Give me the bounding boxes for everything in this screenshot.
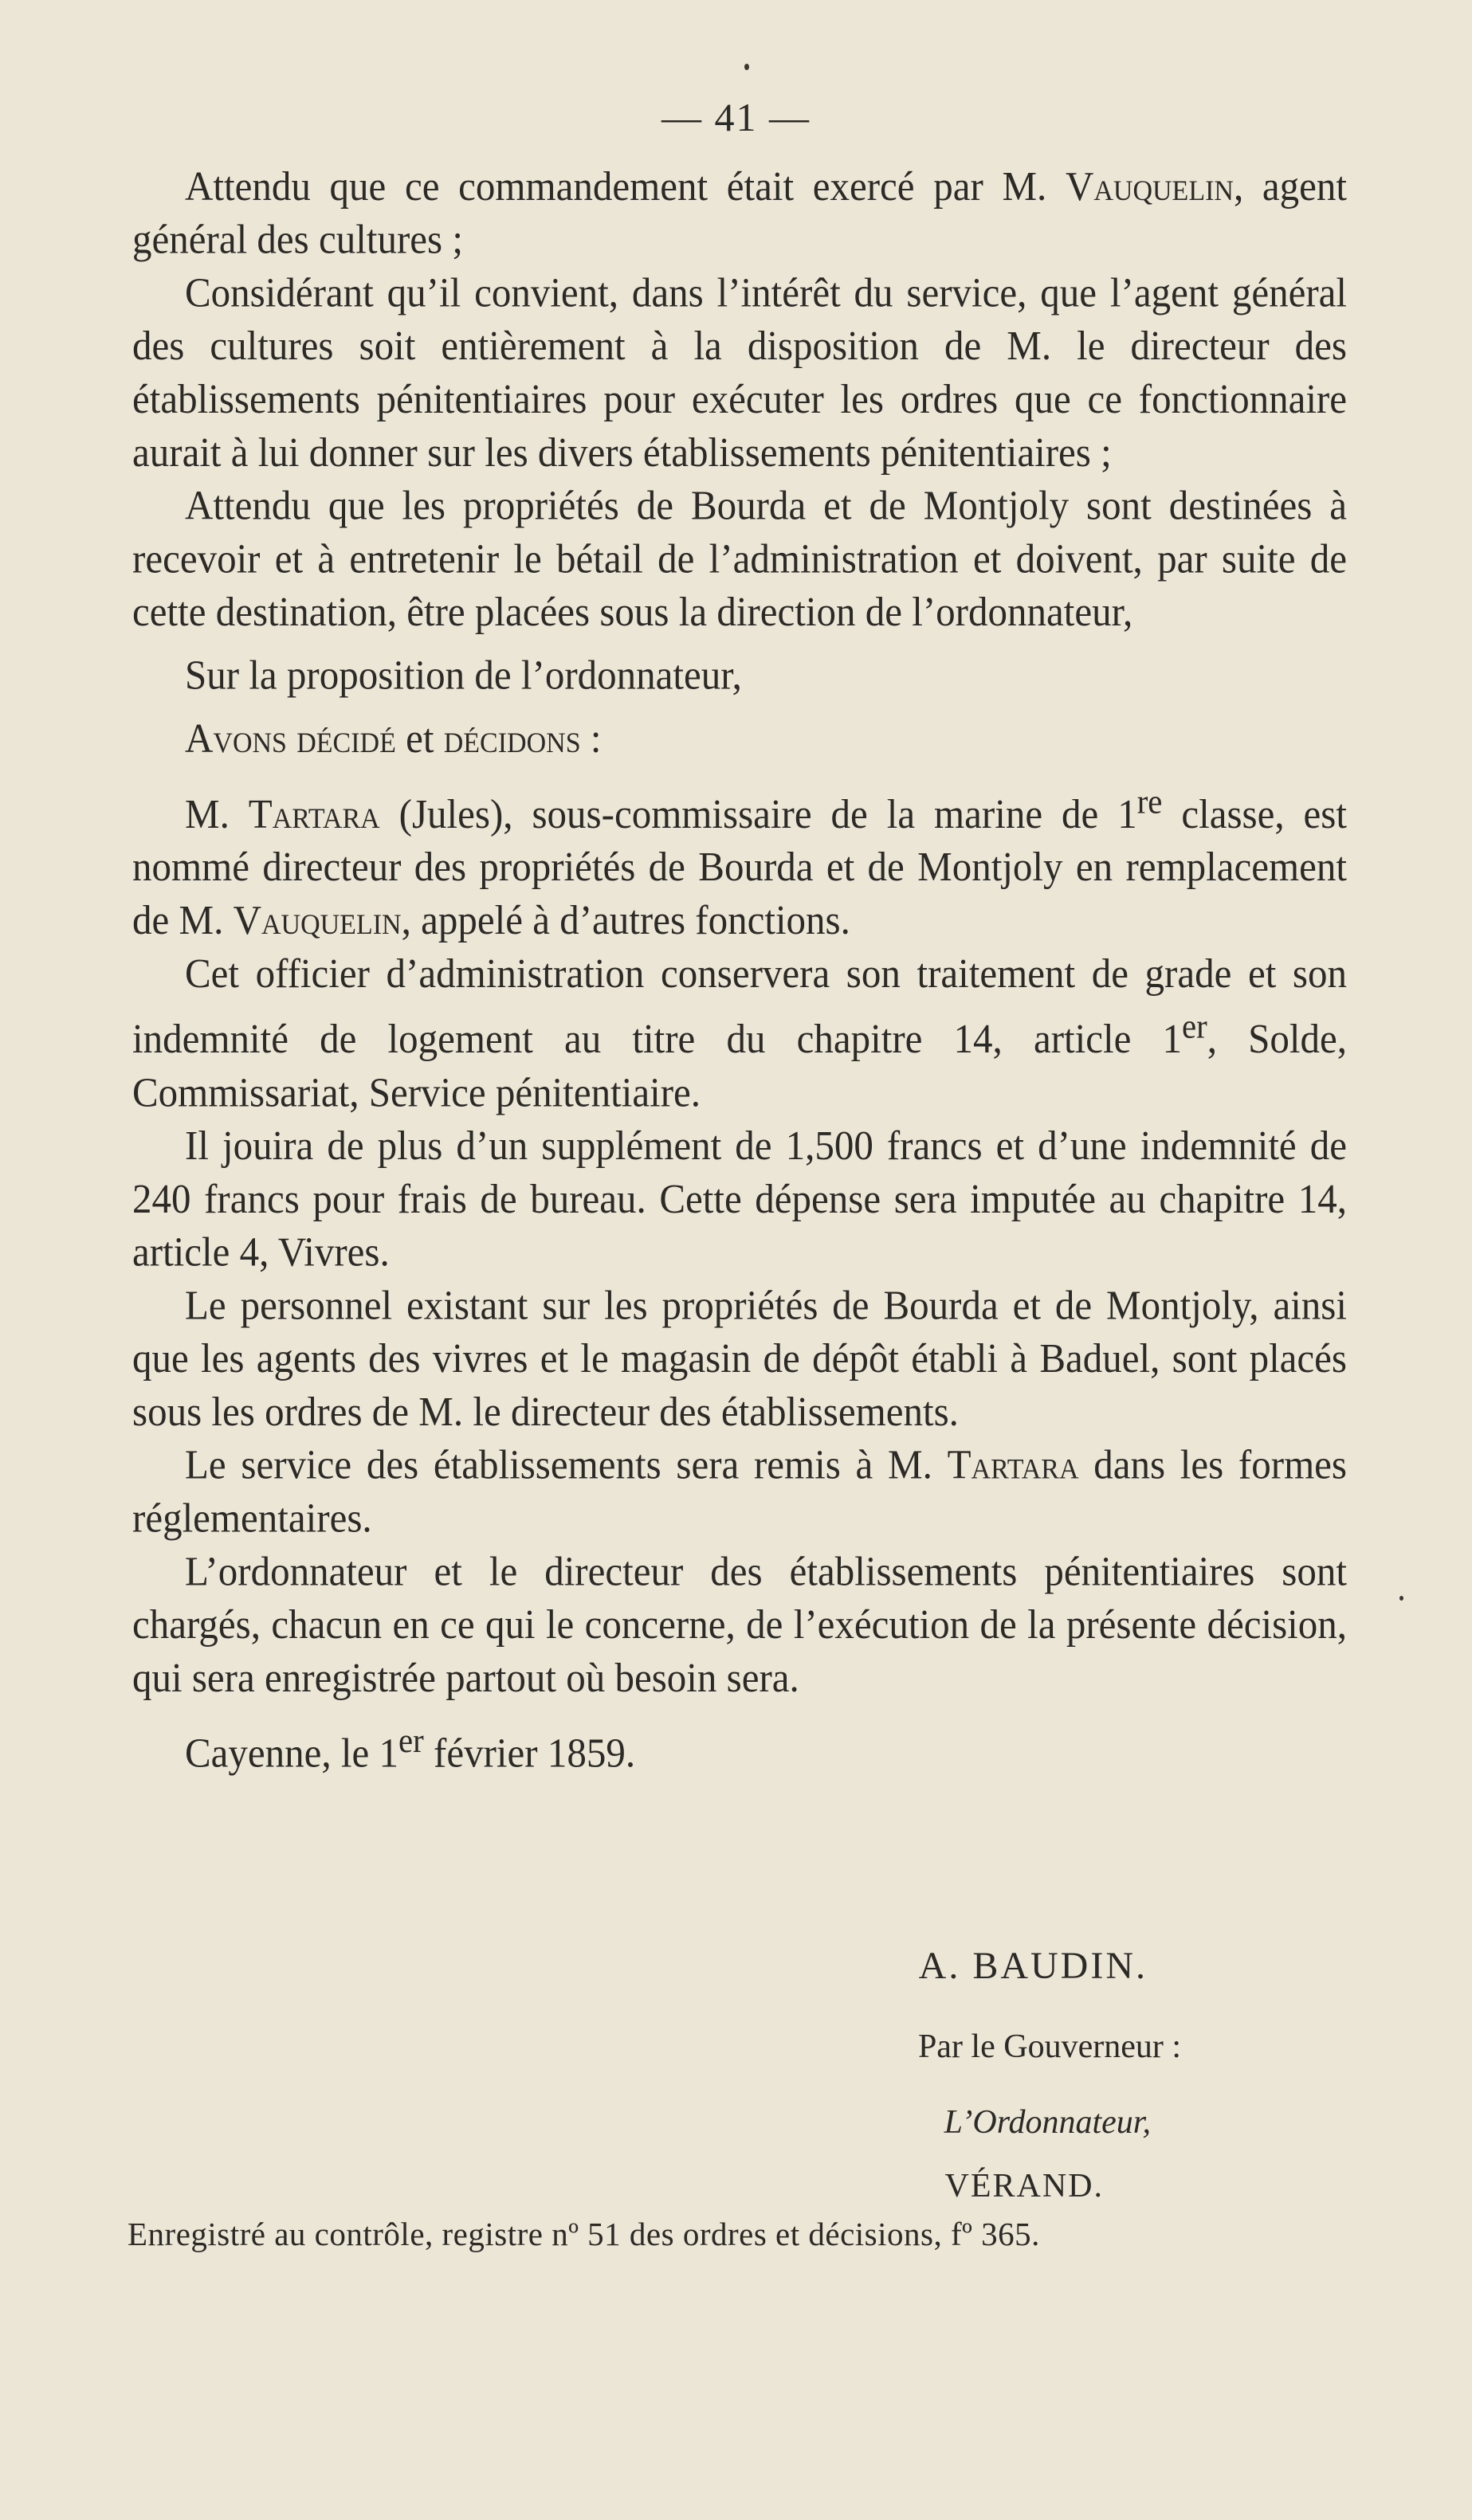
small-caps-name: Vauquelin (1065, 163, 1234, 210)
text-run: Attendu que les propriétés de Bourda et de Montjoly sont destinées à recevoir et à entretenir le bétail de l’administration et doivent, par suite de cette destination, être placées sous la direction de l’ordonnateur, (132, 481, 1347, 635)
paragraph (132, 159, 1347, 266)
paragraph (132, 1119, 1347, 1278)
text-run: dans les formes réglementaires. (132, 1440, 1347, 1541)
text-run: (Jules), sous-commissaire de la marine de 1 (379, 790, 1137, 837)
superscript: re (1136, 782, 1163, 821)
small-caps-name: Tartara (248, 790, 380, 837)
text-run: Cayenne, le 1 (185, 1729, 399, 1776)
ink-speck (1399, 1596, 1403, 1601)
text-run: Sur la proposition de l’ordonnateur, (185, 651, 742, 699)
superscript: er (398, 1721, 424, 1760)
text-run: Le service des établissements sera remis à M. (185, 1440, 948, 1488)
text-run: Considérant qu’il convient, dans l’intérêt du service, que l’agent général des cultures soit entièrement à la disposition de M. le directeur des établissements pénitentiaires pour exécuter les ordres que ce fonctionnaire aurait à lui donner sur les divers établissements pénitentiaires ; (132, 268, 1347, 476)
text-run: , agent général des cultures ; (132, 163, 1347, 263)
paragraph (132, 479, 1347, 638)
text-run: Attendu que ce commandement était exercé par M. (185, 163, 1066, 210)
text-run: , Solde, Commissariat, Service pénitentiaire. (132, 1015, 1347, 1115)
paragraph (132, 711, 1347, 765)
paragraph (132, 1714, 1347, 1779)
decision-body (132, 159, 1347, 1779)
paragraph (132, 946, 1347, 1119)
text-run: L’ordonnateur et le directeur des établissements pénitentiaires sont chargés, chacun en ce qui le concerne, de l’exécution de la présente décision, qui sera enregistrée partout où besoin sera. (132, 1547, 1347, 1701)
text-run: Cet officier d’administration conservera son traitement de grade et son indemnité de logement au titre du chapitre 14, article 1 (132, 950, 1347, 1062)
paragraph (132, 775, 1347, 947)
governor-signature: A. BAUDIN. (918, 1945, 1148, 1987)
text-run: , appelé à d’autres fonctions. (401, 896, 850, 944)
page-number: — 41 — (661, 95, 811, 139)
text-run: Le personnel existant sur les propriétés de Bourda et de Montjoly, ainsi que les agents des vivres et le magasin de dépôt établi à Baduel, sont placés sous les ordres de M. le directeur des établissements. (132, 1281, 1347, 1435)
paragraph (132, 1544, 1347, 1703)
superscript: er (1182, 1007, 1207, 1046)
small-caps-name: Vauquelin (233, 896, 402, 944)
paragraph (132, 1437, 1347, 1544)
paragraph (132, 649, 1347, 702)
text-run: classe, est nommé directeur des propriétés de Bourda et de Montjoly en remplacement de M. (132, 790, 1347, 944)
ink-speck (744, 64, 749, 70)
ordonnateur-title: L’Ordonnateur, (944, 2104, 1151, 2141)
text-run: et (395, 715, 444, 762)
text-run: février 1859. (423, 1729, 636, 1776)
small-caps-name: Tartara (947, 1440, 1079, 1488)
paragraph (132, 266, 1347, 479)
text-run: M. (185, 790, 249, 837)
par-le-gouverneur-line: Par le Gouverneur : (917, 2028, 1181, 2065)
small-caps-name: décidons (443, 715, 581, 762)
small-caps-name: Avons décidé (185, 715, 396, 762)
text-run: : (580, 715, 602, 762)
text-run: Il jouira de plus d’un supplément de 1,500 francs et d’une indemnité de 240 francs pour frais de bureau. Cette dépense sera imputée au chapitre 14, article 4, Vivres. (132, 1122, 1347, 1275)
paragraph (132, 1278, 1347, 1437)
registration-note: Enregistré au contrôle, registre nº 51 des ordres et décisions, fº 365. (128, 2216, 1040, 2252)
ordonnateur-signature: VÉRAND. (944, 2168, 1104, 2205)
